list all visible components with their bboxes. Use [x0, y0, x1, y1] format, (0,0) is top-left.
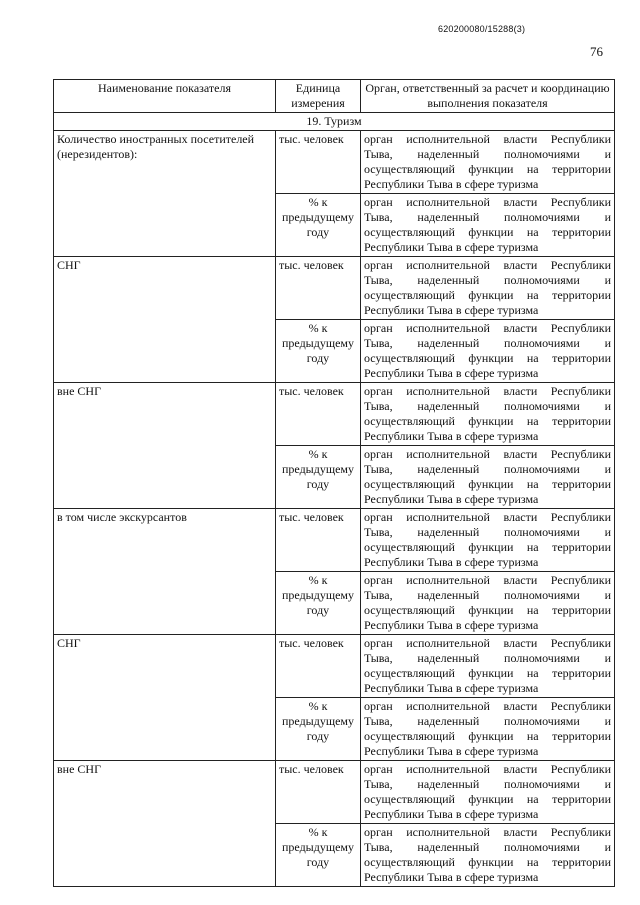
table-row — [54, 635, 615, 698]
indicator-name: вне СНГ — [54, 761, 276, 887]
responsible-organ-cell: орган исполнительной власти Республики Тыва, наделенный полномочиями и осуществляющий функции на территории Республики Тыва в сфере туризма — [361, 509, 615, 572]
responsible-organ-cell: орган исполнительной власти Республики Тыва, наделенный полномочиями и осуществляющий функции на территории Республики Тыва в сфере туризма — [361, 131, 615, 194]
indicator-name: Количество иностранных посетителей (нерезидентов): — [54, 131, 276, 257]
unit-cell: % к предыдущему году — [276, 446, 361, 509]
header-indicator-name: Наименование показателя — [54, 80, 276, 113]
unit-cell: тыс. человек — [276, 131, 361, 194]
table-row — [54, 383, 615, 446]
table-row — [54, 761, 615, 824]
unit-cell: тыс. человек — [276, 383, 361, 446]
responsible-organ-cell: орган исполнительной власти Республики Тыва, наделенный полномочиями и осуществляющий функции на территории Республики Тыва в сфере туризма — [361, 383, 615, 446]
indicator-name: СНГ — [54, 635, 276, 761]
table-row — [54, 509, 615, 572]
indicator-name: в том числе экскурсантов — [54, 509, 276, 635]
table-row — [54, 131, 615, 194]
unit-cell: % к предыдущему году — [276, 824, 361, 887]
unit-cell: тыс. человек — [276, 257, 361, 320]
section-row — [54, 113, 615, 131]
unit-cell: тыс. человек — [276, 509, 361, 572]
indicator-table — [53, 79, 615, 887]
table-row — [54, 257, 615, 320]
header-responsible-organ: Орган, ответственный за расчет и координацию выполнения показателя — [361, 80, 615, 113]
unit-cell: тыс. человек — [276, 635, 361, 698]
unit-cell: тыс. человек — [276, 761, 361, 824]
header-unit: Единица измерения — [276, 80, 361, 113]
indicator-name: СНГ — [54, 257, 276, 383]
responsible-organ-cell: орган исполнительной власти Республики Тыва, наделенный полномочиями и осуществляющий функции на территории Республики Тыва в сфере туризма — [361, 761, 615, 824]
unit-cell: % к предыдущему году — [276, 194, 361, 257]
section-title: 19. Туризм — [54, 113, 615, 131]
responsible-organ-cell: орган исполнительной власти Республики Тыва, наделенный полномочиями и осуществляющий функции на территории Республики Тыва в сфере туризма — [361, 446, 615, 509]
responsible-organ-cell: орган исполнительной власти Республики Тыва, наделенный полномочиями и осуществляющий функции на территории Республики Тыва в сфере туризма — [361, 824, 615, 887]
table-header-row — [54, 80, 615, 113]
indicator-name: вне СНГ — [54, 383, 276, 509]
responsible-organ-cell: орган исполнительной власти Республики Тыва, наделенный полномочиями и осуществляющий функции на территории Республики Тыва в сфере туризма — [361, 194, 615, 257]
responsible-organ-cell: орган исполнительной власти Республики Тыва, наделенный полномочиями и осуществляющий функции на территории Республики Тыва в сфере туризма — [361, 635, 615, 698]
responsible-organ-cell: орган исполнительной власти Республики Тыва, наделенный полномочиями и осуществляющий функции на территории Республики Тыва в сфере туризма — [361, 257, 615, 320]
responsible-organ-cell: орган исполнительной власти Республики Тыва, наделенный полномочиями и осуществляющий функции на территории Республики Тыва в сфере туризма — [361, 698, 615, 761]
responsible-organ-cell: орган исполнительной власти Республики Тыва, наделенный полномочиями и осуществляющий функции на территории Республики Тыва в сфере туризма — [361, 320, 615, 383]
responsible-organ-cell: орган исполнительной власти Республики Тыва, наделенный полномочиями и осуществляющий функции на территории Республики Тыва в сфере туризма — [361, 572, 615, 635]
unit-cell: % к предыдущему году — [276, 572, 361, 635]
unit-cell: % к предыдущему году — [276, 320, 361, 383]
document-code: 620200080/15288(3) — [438, 24, 526, 34]
unit-cell: % к предыдущему году — [276, 698, 361, 761]
page-number: 76 — [590, 44, 603, 59]
